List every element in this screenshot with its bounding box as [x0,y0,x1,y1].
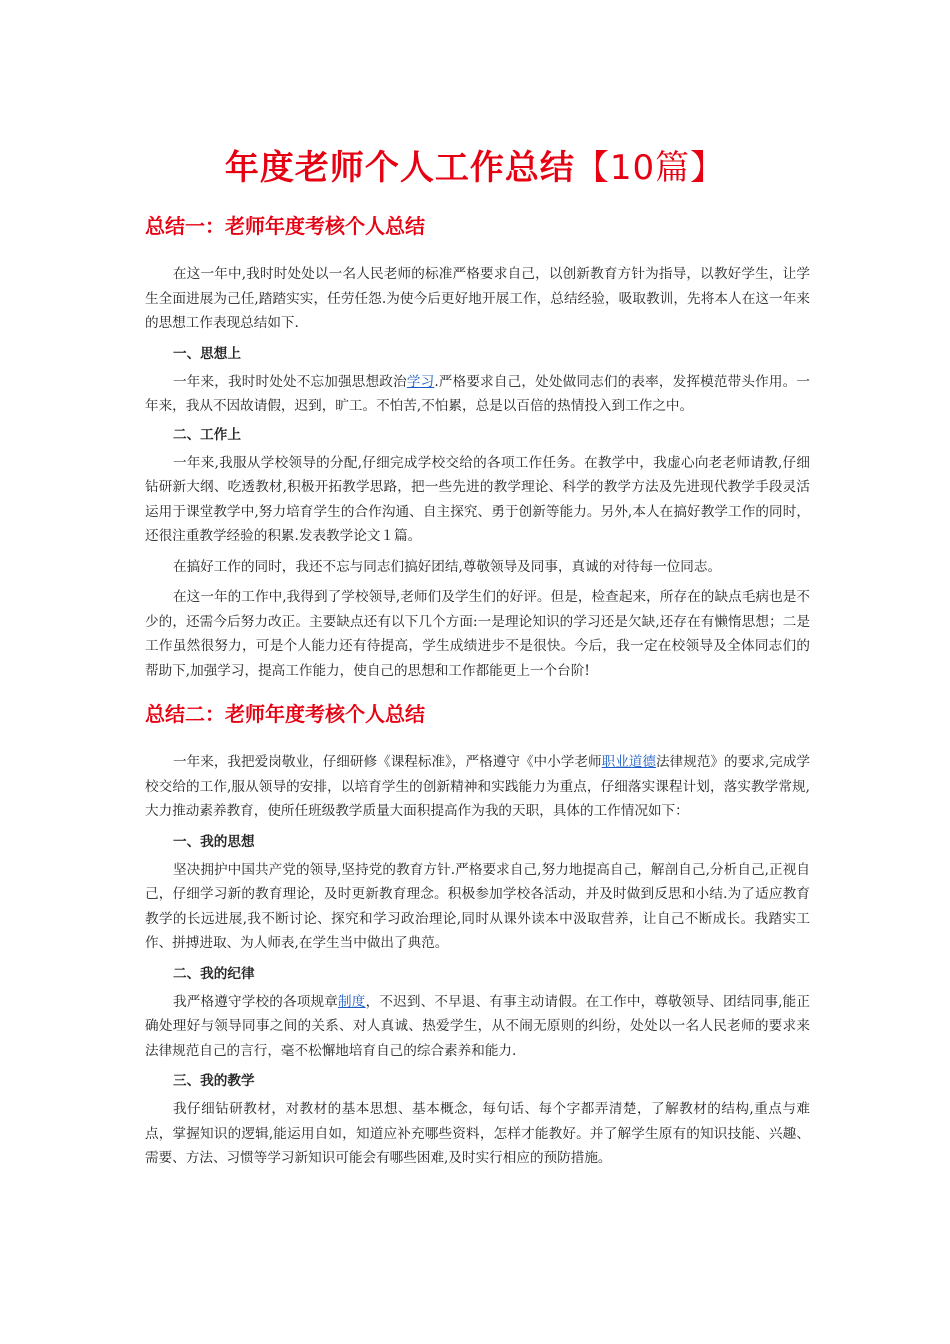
section1-sub-thought: 一、思想上 [173,345,241,362]
section2-sub-thought: 一、我的思想 [173,833,255,850]
text-run: 一年来，我时时处处不忘加强思想政治 [173,373,407,390]
link-professional-ethics[interactable]: 职业道德 [601,754,657,770]
title-main: 年度老师个人工作总结 [224,148,575,188]
text-run: .严格要求自己，处处做同志们的表率，发挥模范带头作用。一年来，我从不因故请假，迟到，旷工。不怕苦,不怕累，总是以百倍的热情投入到工作之中。 [145,373,810,414]
section1-para-unity: 在搞好工作的同时，我还不忘与同志们搞好团结,尊敬领导及同事，真诚的对待每一位同志。 [173,558,722,575]
title-count: 【10篇】 [574,148,726,188]
link-regulations[interactable]: 制度 [338,993,366,1010]
section1-intro: 在这一年中,我时时处处以一名人民老师的标准严格要求自己，以创新教育方针为指导，以教好学生，让学生全面进展为己任,踏踏实实，任劳任怨.为使今后更好地开展工作，总结经验，吸取教训，先将本人在这一年来的思想工作表现总结如下. [145,266,810,331]
section2-sub-teaching: 三、我的教学 [173,1073,255,1089]
section2-para-teaching: 我仔细钻研教材，对教材的基本思想、基本概念，每句话、每个字都弄清楚，了解教材的结构,重点与难点，掌握知识的逻辑,能运用自如，知道应补充哪些资料，怎样才能教好。并了解学生原有的知识技能、兴趣、需要、方法、习惯等学习新知识可能会有哪些困难,及时实行相应的预防措施。 [145,1101,810,1166]
section2-intro [145,750,810,824]
section2-heading: 总结二：老师年度考核个人总结 [145,702,425,726]
text-run: 法律规范》的要求,完成学校交给的工作,服从领导的安排，以培育学生的创新精神和实践能力为重点，仔细落实课程计划，落实教学常规,大力推动素养教育，使所任班级教学质量大面积提高作为我的天职，具体的工作情况如下： [145,754,811,819]
document-title [0,140,950,189]
link-study[interactable]: 学习 [406,373,435,390]
section2-para-thought: 坚决拥护中国共产党的领导,坚持党的教育方针.严格要求自己,努力地提高自己，解剖自己,分析自己,正视自己，仔细学习新的教育理论，及时更新教育理念。积极参加学校各活动，并及时做到反思和小结.为了适应教育教学的长远进展,我不断讨论、探究和学习政治理论,同时从课外读本中汲取营养，让自己不断成长。我踏实工作、拼搏进取、为人师表,在学生当中做出了典范。 [145,861,810,951]
section1-para-shortcomings: 在这一年的工作中,我得到了学校领导,老师们及学生们的好评。但是，检查起来，所存在的缺点毛病也是不少的，还需今后努力改正。主要缺点还有以下几个方面:一是理论知识的学习还是欠缺,还存在有懒惰思想；二是工作虽然很努力，可是个人能力还有待提高，学生成绩进步不是很快。今后，我一定在校领导及全体同志们的帮助下,加强学习，提高工作能力，使自己的思想和工作都能更上一个台阶! [145,589,810,679]
text-run: ，不迟到、不早退、有事主动请假。在工作中，尊敬领导、团结同事,能正确处理好与领导同事之间的关系、对人真诚、热爱学生，从不闹无原则的纠纷，处处以一名人民老师的要求来法律规范自己的言行，毫不松懈地培育自己的综合素养和能力. [145,993,811,1059]
text-run: 一年来，我把爱岗敬业，仔细研修《课程标准》，严格遵守《中小学老师 [173,754,602,770]
section1-para-thought [145,370,810,419]
section1-sub-work: 二、工作上 [173,426,241,443]
section1-heading: 总结一：老师年度考核个人总结 [145,214,425,238]
document-body [145,210,810,1171]
text-run: 我严格遵守学校的各项规章 [173,993,339,1010]
section2-sub-discipline: 二、我的纪律 [173,965,255,982]
section2-para-discipline [145,990,810,1064]
section1-para-work: 一年来,我服从学校领导的分配,仔细完成学校交给的各项工作任务。在教学中，我虚心向老老师请教,仔细钻研新大纲、吃透教材,积极开拓教学思路，把一些先进的教学理论、科学的教学方法及先进现代教学手段灵活运用于课堂教学中,努力培育学生的合作沟通、自主探究、勇于创新等能力。另外,本人在搞好教学工作的同时，还很注重教学经验的积累.发表教学论文１篇。 [145,454,810,544]
